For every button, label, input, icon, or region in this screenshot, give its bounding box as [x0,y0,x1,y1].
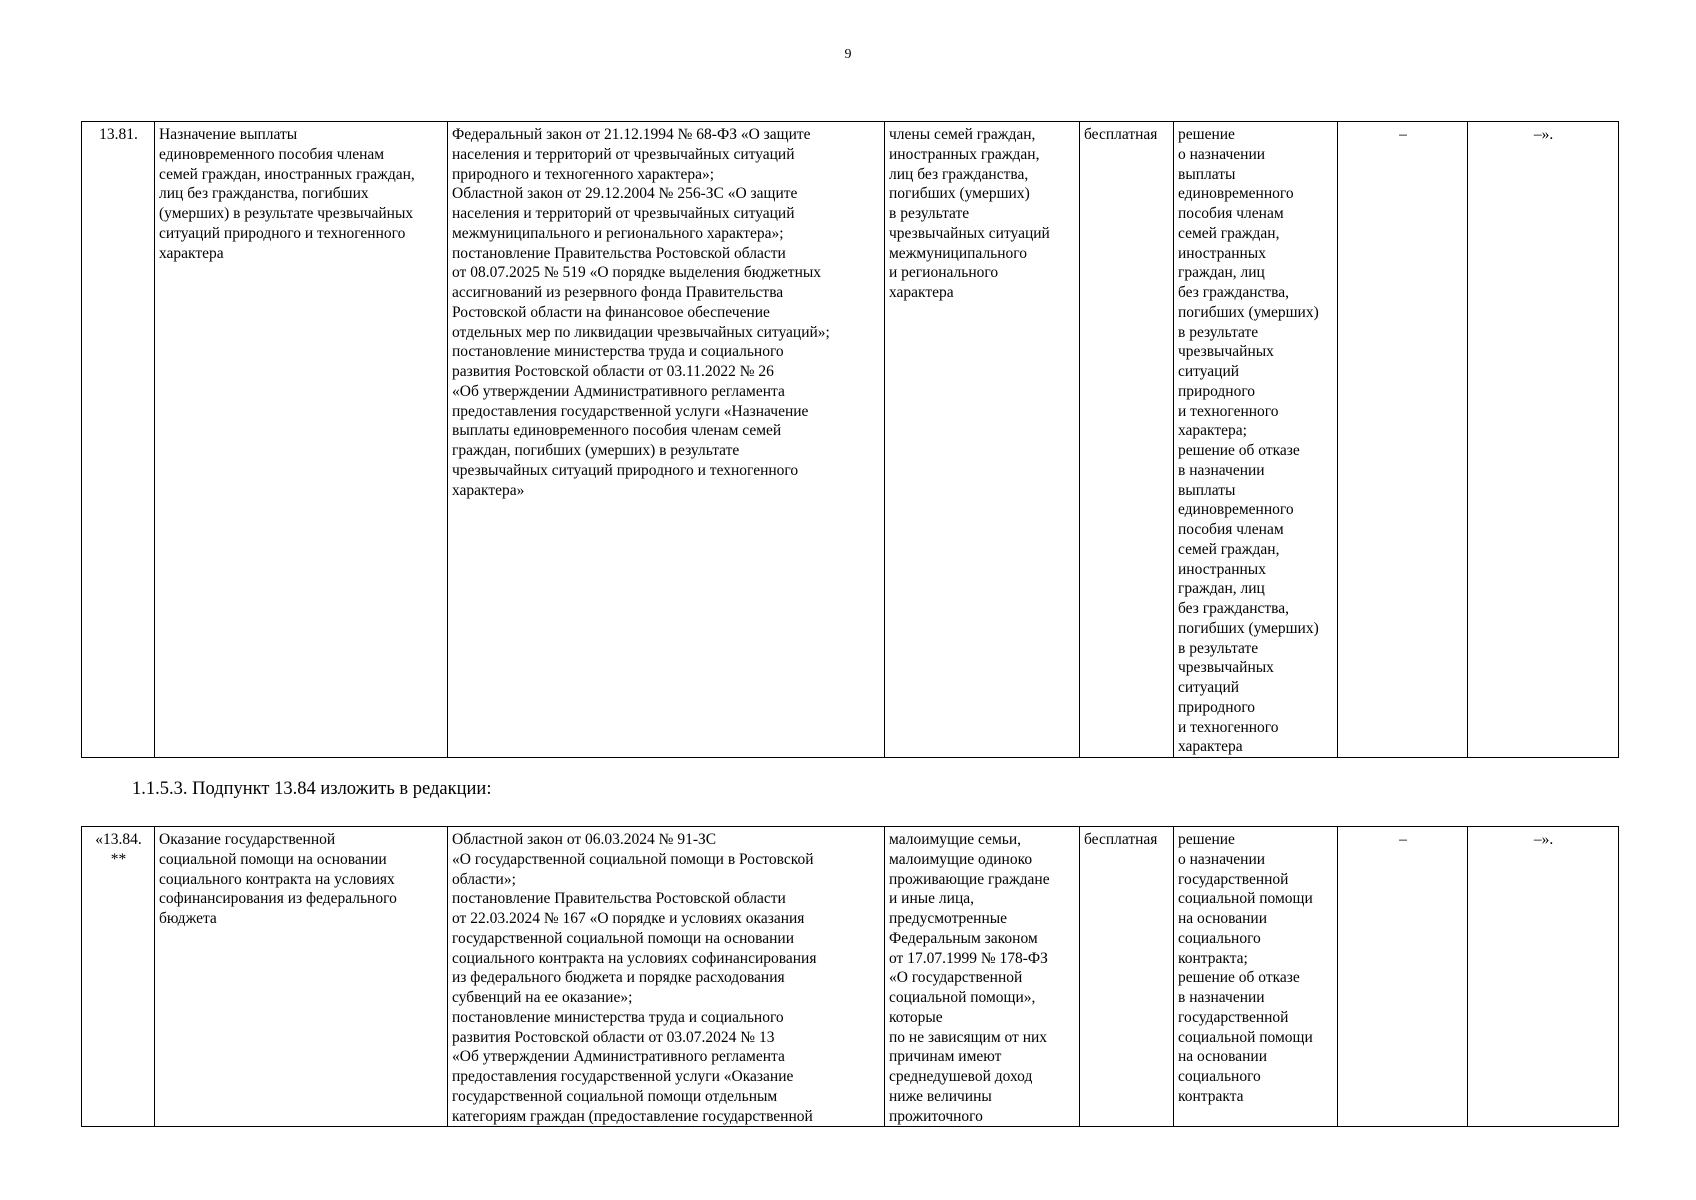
table-row [82,827,1619,1127]
legal-basis-cell: Областной закон от 06.03.2024 № 91-ЗС «О государственной социальной помощи в Ростовской области»; постановление Правительства Ростовской области от 22.03.2024 № 167 «О порядке и условиях оказания государственной социальной помощи на основании социального контракта на условиях софинансирования из федерального бюджета и порядке расходования субвенций на ее оказание»; постановление министерства труда и социального развития Ростовской области от 03.07.2024 № 13 «Об утверждении Административного регламента предоставления государственной услуги «Оказание государственной социальной помощи отдельным категориям граждан (предоставление государственной [448,827,885,1127]
result-cell: решение о назначении государственной социальной помощи на основании социального контракта; решение об отказе в назначении государственной социальной помощи на основании социального контракта [1174,827,1338,1127]
service-name-cell: Оказание государственной социальной помощи на основании социального контракта на условиях софинансирования из федерального бюджета [155,827,448,1127]
item-number-cell: 13.81. [82,122,155,758]
page-number: 9 [844,47,852,62]
dash-cell: – [1338,122,1468,758]
item-number-cell: «13.84. ** [82,827,155,1127]
recipients-cell: члены семей граждан, иностранных граждан, лиц без гражданства, погибших (умерших) в результате чрезвычайных ситуаций межмуниципального и регионального характера [885,122,1080,758]
service-table-row-13-84 [81,826,1619,1127]
dash-cell: – [1338,827,1468,1127]
payment-cell: бесплатная [1080,122,1174,758]
service-name-cell: Назначение выплаты единовременного пособия членам семей граждан, иностранных граждан, лиц без гражданства, погибших (умерших) в результате чрезвычайных ситуаций природного и техногенного характера [155,122,448,758]
closing-dash-cell: –». [1468,122,1619,758]
amendment-instruction: 1.1.5.3. Подпункт 13.84 изложить в редакции: [132,779,492,799]
legal-basis-cell: Федеральный закон от 21.12.1994 № 68-ФЗ «О защите населения и территорий от чрезвычайных ситуаций природного и техногенного характера»; Областной закон от 29.12.2004 № 256-ЗС «О защите населения и территорий от чрезвычайных ситуаций межмуниципального и регионального характера»; постановление Правительства Ростовской области от 08.07.2025 № 519 «О порядке выделения бюджетных ассигнований из резервного фонда Правительства Ростовской области на финансовое обеспечение отдельных мер по ликвидации чрезвычайных ситуаций»; постановление министерства труда и социального развития Ростовской области от 03.11.2022 № 26 «Об утверждении Административного регламента предоставления государственной услуги «Назначение выплаты единовременного пособия членам семей граждан, погибших (умерших) в результате чрезвычайных ситуаций природного и техногенного характера» [448,122,885,758]
table-row [82,122,1619,758]
payment-cell: бесплатная [1080,827,1174,1127]
result-cell: решение о назначении выплаты единовременного пособия членам семей граждан, иностранных граждан, лиц без гражданства, погибших (умерших) в результате чрезвычайных ситуаций природного и техногенного характера; решение об отказе в назначении выплаты единовременного пособия членам семей граждан, иностранных граждан, лиц без гражданства, погибших (умерших) в результате чрезвычайных ситуаций природного и техногенного характера [1174,122,1338,758]
service-table-row-13-81 [81,121,1619,758]
recipients-cell: малоимущие семьи, малоимущие одиноко проживающие граждане и иные лица, предусмотренные Федеральным законом от 17.07.1999 № 178-ФЗ «О государственной социальной помощи», которые по не зависящим от них причинам имеют среднедушевой доход ниже величины прожиточного [885,827,1080,1127]
closing-dash-cell: –». [1468,827,1619,1127]
